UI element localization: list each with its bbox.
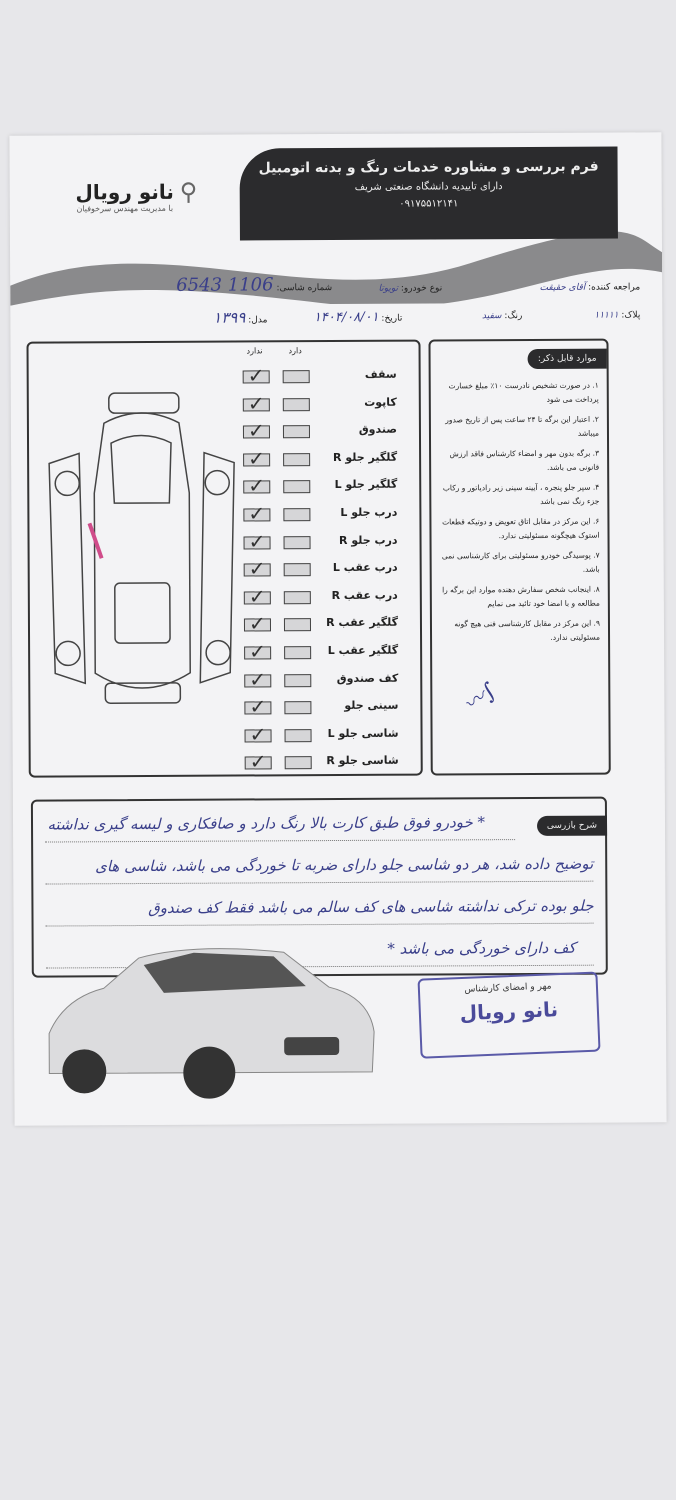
checklist-row: [29, 474, 419, 502]
checkmark-icon: ✓: [249, 749, 267, 774]
yes-checkbox[interactable]: [284, 701, 311, 714]
checklist-item-label: گلگیر عقب L: [327, 643, 399, 658]
yes-checkbox[interactable]: [283, 370, 310, 383]
checklist-item-label: درب جلو L: [340, 505, 398, 519]
no-checkbox[interactable]: [244, 666, 271, 692]
notes-list: [431, 379, 608, 646]
note-item: ۹. این مرکز در مقابل کارشناسی فنی هیچ گونه مسئولیتی ندارد.: [454, 618, 601, 642]
checklist-item-label: شاسی جلو L: [327, 726, 399, 740]
notes-panel: [428, 339, 610, 776]
checklist-item-label: گلگیر عقب R: [326, 616, 399, 630]
logo: [30, 160, 220, 241]
inspection-line-1: * خودرو فوق طبق کارت بالا رنگ دارد و صافکاری و لیسه گیری نداشته: [47, 813, 486, 834]
checklist-row: [29, 364, 419, 392]
col-no-header: ندارد: [246, 346, 263, 356]
note-item: ۱. در صورت تشخیص نادرست ۱۰٪ مبلغ خسارت پرداخت می شود: [448, 380, 599, 404]
chassis-label: شماره شاسی:: [276, 283, 333, 294]
checklist-row: [30, 557, 420, 585]
checklist-row: [29, 446, 419, 474]
car-type-field: [378, 283, 442, 293]
no-checkbox[interactable]: [243, 418, 270, 443]
color-field: [482, 311, 522, 321]
client-label: مراجعه کننده:: [588, 282, 641, 293]
no-checkbox[interactable]: [244, 556, 271, 581]
no-checkbox[interactable]: [245, 722, 272, 747]
checklist-item-label: گلگیر جلو R: [332, 450, 398, 464]
no-checkbox[interactable]: [243, 363, 270, 388]
note-item: ۶. این مرکز در مقابل اتاق تعویض و دوتیکه قطعات استوک هیچگونه مسئولیتی ندارد.: [442, 516, 600, 541]
body-checklist-panel: [26, 340, 422, 778]
no-checkbox[interactable]: [243, 473, 270, 498]
inspection-line-4: کف دارای خوردگی می باشد *: [387, 938, 576, 958]
checkmark-icon: ✓: [247, 418, 265, 443]
yes-checkbox[interactable]: [283, 508, 310, 521]
checklist-item-label: درب عقب R: [331, 588, 398, 602]
checkmark-icon: ✓: [249, 666, 267, 692]
checkmark-icon: ✓: [247, 390, 265, 416]
note-item: ۷. پوسیدگی خودرو مسئولیتی برای کارشناسی نمی باشد.: [441, 550, 600, 574]
no-checkbox[interactable]: [245, 749, 272, 774]
yes-checkbox[interactable]: [283, 425, 310, 438]
logo-tagline: با مدیریت مهندس سرخوفیان: [76, 203, 174, 214]
checklist-item-label: درب عقب L: [332, 560, 398, 575]
checklist-item-label: کاپوت: [364, 395, 397, 409]
yes-checkbox[interactable]: [283, 453, 310, 466]
model-value: ۱۳۹۹: [213, 308, 246, 327]
chassis-field: [176, 274, 332, 296]
plate-field: [594, 310, 640, 320]
stamp-name: نانو رویال: [459, 997, 559, 1026]
model-field: [213, 308, 267, 326]
client-value: آقای حقیقت: [539, 282, 586, 293]
car-type-value: تویوتا: [378, 283, 399, 294]
notes-title: موارد قابل ذکر:: [528, 349, 607, 369]
no-checkbox[interactable]: [244, 639, 271, 664]
yes-checkbox[interactable]: [284, 591, 311, 604]
checklist-item-label: سقف: [364, 367, 397, 381]
checkmark-icon: ✓: [249, 722, 267, 747]
inspection-line-2: توضیح داده شد، هر دو شاسی جلو دارای ضربه تا خوردگی می باشد، شاسی های: [95, 854, 594, 876]
yes-checkbox[interactable]: [285, 757, 312, 770]
checklist-item-label: درب جلو R: [339, 533, 398, 547]
header-banner: [239, 147, 617, 241]
checkmark-icon: ✓: [248, 556, 266, 581]
note-item: ۸. اینجانب شخص سفارش دهنده موارد این برگه را مطالعه و با امضا خود تائید می نمایم: [442, 584, 600, 609]
yes-checkbox[interactable]: [283, 398, 310, 411]
chassis-value: 1106 6543: [176, 274, 274, 296]
checklist-row: [29, 502, 419, 530]
checklist-item-label: کف صندوق: [336, 671, 399, 685]
checkmark-icon: ✓: [248, 446, 265, 471]
date-value: ۱۴۰۴/۰۸/۰۱: [313, 309, 379, 326]
no-checkbox[interactable]: [244, 694, 271, 719]
checklist-row: [30, 667, 420, 695]
checklist-item-label: گلگیر جلو L: [334, 478, 398, 492]
inspection-line-3: جلو بوده ترکی نداشته شاسی های کف سالم می باشد فقط کف صندوق: [148, 896, 594, 917]
checklist-row: [29, 419, 419, 447]
note-item: ۳. برگه بدون مهر و امضاء کارشناس فاقد ارزش قانونی می باشد.: [449, 448, 600, 472]
checkmark-icon: ✓: [249, 639, 266, 664]
checklist-item-label: سینی جلو: [344, 698, 399, 713]
inspection-form-paper: [9, 132, 666, 1125]
note-item: ۲. اعتبار این برگه تا ۲۴ ساعت پس از تاریخ صدور میباشد: [445, 414, 600, 438]
date-field: [314, 310, 403, 325]
checklist-row: [30, 612, 420, 640]
stamp-label: مهر و امضای کارشناس: [464, 981, 552, 995]
checkmark-icon: ✓: [247, 363, 265, 388]
yes-checkbox[interactable]: [284, 646, 311, 659]
car-photo: [44, 942, 385, 1104]
yes-checkbox[interactable]: [284, 619, 311, 632]
yes-checkbox[interactable]: [283, 481, 310, 494]
checkmark-icon: ✓: [248, 611, 266, 636]
no-checkbox[interactable]: [244, 584, 271, 609]
checklist-row: [30, 640, 420, 668]
client-field: [540, 282, 641, 293]
car-type-label: نوع خودرو:: [400, 283, 443, 294]
no-checkbox[interactable]: [244, 611, 271, 636]
model-label: مدل:: [248, 315, 268, 326]
checkmark-icon: ✓: [248, 501, 266, 526]
no-checkbox[interactable]: [243, 501, 270, 526]
date-label: تاریخ:: [381, 313, 403, 324]
yes-checkbox[interactable]: [284, 536, 311, 549]
checklist-row: [30, 695, 420, 723]
inspection-title: شرح بازرسی: [537, 816, 607, 836]
yes-checkbox[interactable]: [284, 563, 311, 576]
form-subtitle: دارای تاییدیه دانشگاه صنعتی شریف: [354, 181, 503, 193]
yes-checkbox[interactable]: [284, 674, 311, 687]
logo-name: نانو رویال: [75, 179, 174, 205]
checklist-row: [31, 750, 421, 778]
form-title: فرم بررسی و مشاوره خدمات رنگ و بدنه اتومبیل: [258, 158, 599, 177]
plate-value: ۱۱۱۱۱: [594, 310, 619, 321]
checkmark-icon: ✓: [248, 473, 266, 498]
note-item: ۴. سپر جلو پنجره ، آیینه سینی زیر رادیاتور و رکاب جزء رنگ نمی باشد: [442, 482, 600, 506]
checkmark-icon: ✓: [248, 528, 266, 554]
col-yes-header: دارد: [288, 346, 302, 356]
checkmark-icon: ✓: [249, 694, 267, 719]
checklist-item-label: شاسی جلو R: [326, 754, 399, 768]
checklist-row: [30, 722, 420, 750]
no-checkbox[interactable]: [244, 528, 271, 554]
checklist-row: [29, 391, 419, 419]
color-value: سفید: [481, 311, 502, 322]
no-checkbox[interactable]: [243, 390, 270, 416]
magnifier-icon: ⚲: [179, 177, 198, 206]
plate-label: پلاک:: [621, 310, 641, 321]
company-stamp: [417, 972, 600, 1059]
phone-number: ۰۹۱۷۵۵۱۲۱۴۱: [399, 198, 459, 210]
checklist-row: [30, 584, 420, 612]
checklist-row: [29, 529, 419, 557]
checklist-item-label: صندوق: [358, 422, 397, 437]
signature: 〰∫: [459, 678, 502, 719]
yes-checkbox[interactable]: [285, 729, 312, 742]
no-checkbox[interactable]: [243, 446, 270, 471]
color-label: رنگ:: [504, 311, 523, 322]
checkmark-icon: ✓: [248, 584, 266, 609]
